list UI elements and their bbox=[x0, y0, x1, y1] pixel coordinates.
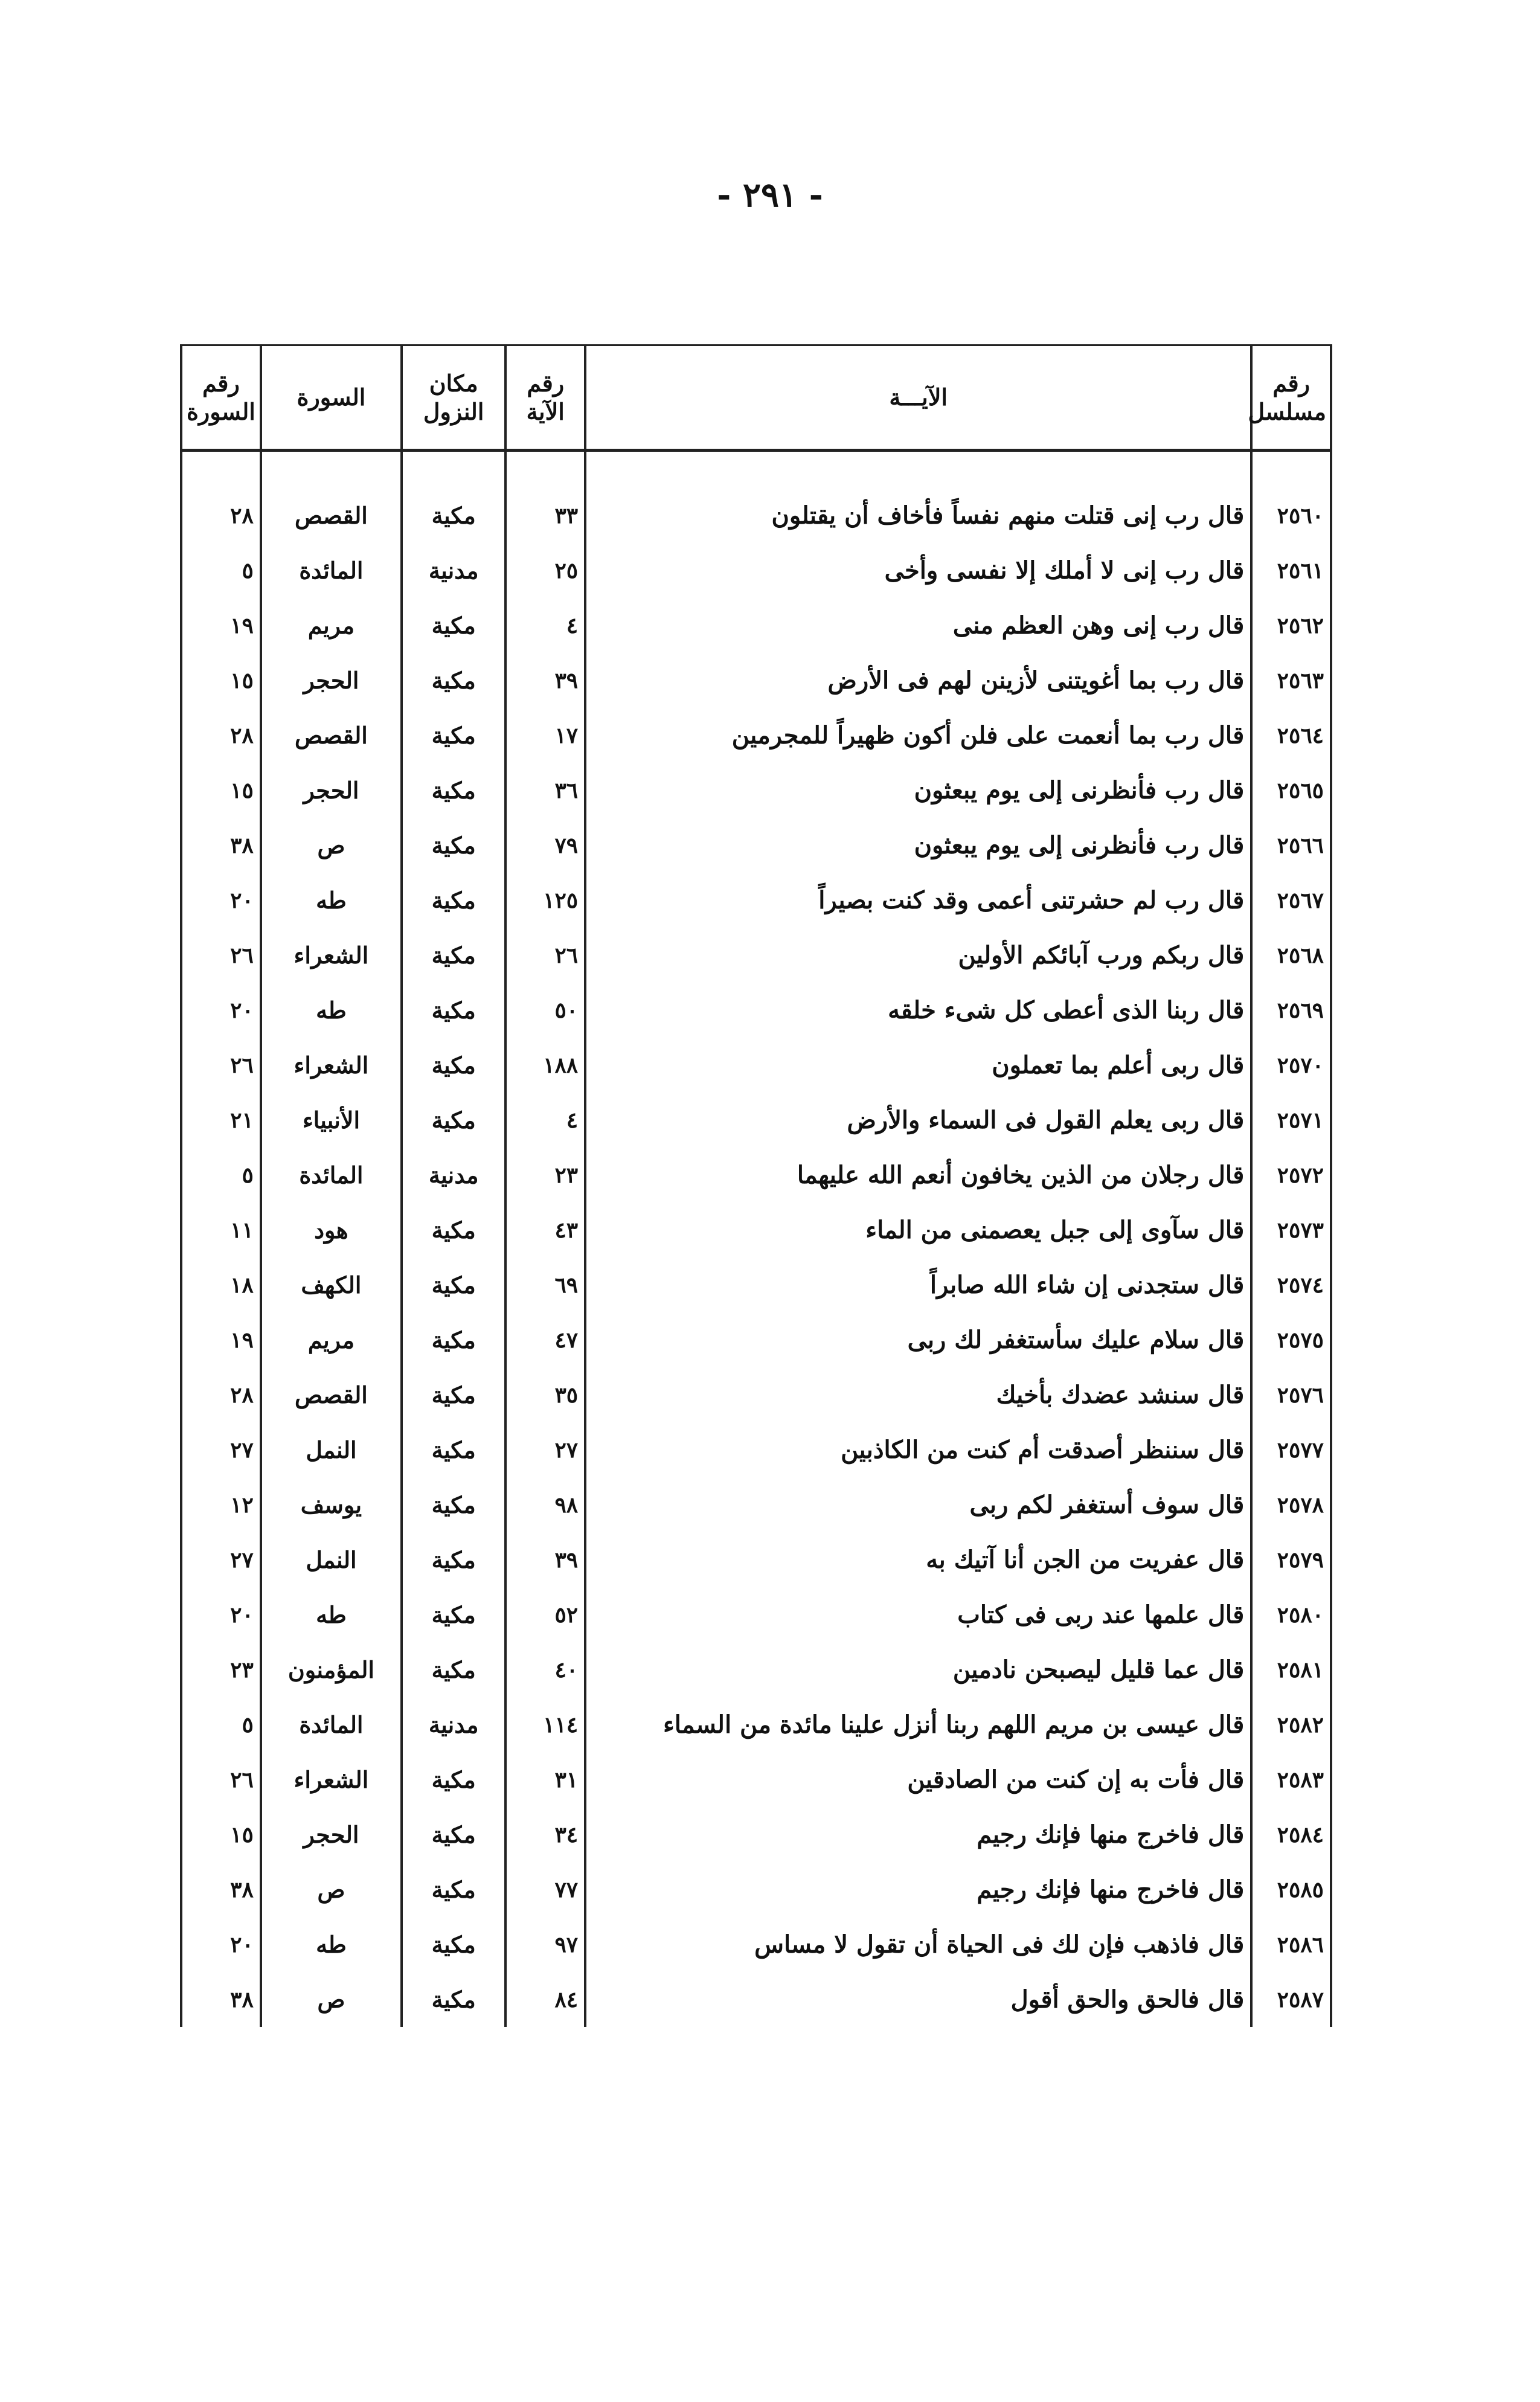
ayah-number-cell: ٥٠ bbox=[505, 983, 585, 1038]
revelation-place-cell: مكية bbox=[402, 1532, 505, 1587]
verse-text-cell: قال فالحق والحق أقول bbox=[585, 1972, 1251, 2027]
surah-number-cell: ٢٨ bbox=[181, 708, 261, 763]
header-revelation-place: مكان النزول bbox=[402, 345, 505, 451]
surah-name-cell: القصص bbox=[261, 488, 402, 543]
surah-number-cell: ٢٧ bbox=[181, 1422, 261, 1477]
surah-name-cell: النمل bbox=[261, 1532, 402, 1587]
verse-text-cell: قال رب فأنظرنى إلى يوم يبعثون bbox=[585, 763, 1251, 818]
serial-number-cell: ٢٥٨٠ bbox=[1251, 1587, 1331, 1642]
revelation-place-cell: مكية bbox=[402, 928, 505, 983]
revelation-place-cell: مكية bbox=[402, 708, 505, 763]
serial-number-cell: ٢٥٧٧ bbox=[1251, 1422, 1331, 1477]
table-row bbox=[181, 653, 1331, 708]
table-row bbox=[181, 1477, 1331, 1532]
surah-number-cell: ٣٨ bbox=[181, 1862, 261, 1917]
ayah-number-cell: ٧٩ bbox=[505, 818, 585, 873]
surah-name-cell: الشعراء bbox=[261, 928, 402, 983]
ayah-number-cell: ٢٧ bbox=[505, 1422, 585, 1477]
revelation-place-cell: مكية bbox=[402, 983, 505, 1038]
revelation-place-cell: مكية bbox=[402, 1752, 505, 1807]
revelation-place-cell: مكية bbox=[402, 598, 505, 653]
header-ayah-number: رقم الآية bbox=[505, 345, 585, 451]
verse-text-cell: قال ربكم ورب آبائكم الأولين bbox=[585, 928, 1251, 983]
serial-number-cell: ٢٥٧٨ bbox=[1251, 1477, 1331, 1532]
ayah-number-cell: ٩٨ bbox=[505, 1477, 585, 1532]
revelation-place-cell: مكية bbox=[402, 873, 505, 928]
surah-number-cell: ٢٠ bbox=[181, 1587, 261, 1642]
table-row bbox=[181, 928, 1331, 983]
surah-name-cell: القصص bbox=[261, 1367, 402, 1422]
table-row bbox=[181, 1422, 1331, 1477]
ayah-number-cell: ٣١ bbox=[505, 1752, 585, 1807]
serial-number-cell: ٢٥٨٢ bbox=[1251, 1697, 1331, 1752]
header-surah: السورة bbox=[261, 345, 402, 451]
revelation-place-cell: مكية bbox=[402, 1807, 505, 1862]
table-row bbox=[181, 1642, 1331, 1697]
surah-name-cell: المائدة bbox=[261, 543, 402, 598]
surah-number-cell: ٢١ bbox=[181, 1093, 261, 1148]
surah-number-cell: ١٩ bbox=[181, 598, 261, 653]
verse-text-cell: قال رب إنى قتلت منهم نفساً فأخاف أن يقتلون bbox=[585, 488, 1251, 543]
surah-number-cell: ٥ bbox=[181, 1697, 261, 1752]
table-row bbox=[181, 1203, 1331, 1257]
surah-name-cell: الحجر bbox=[261, 1807, 402, 1862]
table-row bbox=[181, 1862, 1331, 1917]
ayah-number-cell: ١٨٨ bbox=[505, 1038, 585, 1093]
verse-text-cell: قال رب فأنظرنى إلى يوم يبعثون bbox=[585, 818, 1251, 873]
ayah-number-cell: ٥٢ bbox=[505, 1587, 585, 1642]
revelation-place-cell: مكية bbox=[402, 1972, 505, 2027]
serial-number-cell: ٢٥٦٤ bbox=[1251, 708, 1331, 763]
verse-text-cell: قال رب بما أنعمت على فلن أكون ظهيراً للمجرمين bbox=[585, 708, 1251, 763]
serial-number-cell: ٢٥٧٠ bbox=[1251, 1038, 1331, 1093]
ayah-number-cell: ٢٣ bbox=[505, 1148, 585, 1203]
revelation-place-cell: مكية bbox=[402, 818, 505, 873]
surah-name-cell: الحجر bbox=[261, 653, 402, 708]
serial-number-cell: ٢٥٧٥ bbox=[1251, 1312, 1331, 1367]
verse-text-cell: قال سوف أستغفر لكم ربى bbox=[585, 1477, 1251, 1532]
surah-number-cell: ٢٠ bbox=[181, 983, 261, 1038]
verse-text-cell: قال فأت به إن كنت من الصادقين bbox=[585, 1752, 1251, 1807]
ayah-number-cell: ١٧ bbox=[505, 708, 585, 763]
table-row bbox=[181, 1532, 1331, 1587]
table-row bbox=[181, 1367, 1331, 1422]
verse-text-cell: قال فاخرج منها فإنك رجيم bbox=[585, 1862, 1251, 1917]
surah-number-cell: ٣٨ bbox=[181, 818, 261, 873]
ayah-number-cell: ٤ bbox=[505, 1093, 585, 1148]
table-spacer-row bbox=[181, 451, 1331, 489]
serial-number-cell: ٢٥٦٦ bbox=[1251, 818, 1331, 873]
verse-text-cell: قال ربى أعلم بما تعملون bbox=[585, 1038, 1251, 1093]
surah-number-cell: ٢٠ bbox=[181, 1917, 261, 1972]
revelation-place-cell: مكية bbox=[402, 653, 505, 708]
verse-text-cell: قال عفريت من الجن أنا آتيك به bbox=[585, 1532, 1251, 1587]
ayah-number-cell: ٤٧ bbox=[505, 1312, 585, 1367]
revelation-place-cell: مكية bbox=[402, 1917, 505, 1972]
verse-text-cell: قال فاذهب فإن لك فى الحياة أن تقول لا مساس bbox=[585, 1917, 1251, 1972]
serial-number-cell: ٢٥٦٧ bbox=[1251, 873, 1331, 928]
serial-number-cell: ٢٥٧٦ bbox=[1251, 1367, 1331, 1422]
verse-text-cell: قال سآوى إلى جبل يعصمنى من الماء bbox=[585, 1203, 1251, 1257]
table-row bbox=[181, 1917, 1331, 1972]
surah-number-cell: ٢٨ bbox=[181, 1367, 261, 1422]
revelation-place-cell: مكية bbox=[402, 1477, 505, 1532]
table-row bbox=[181, 1807, 1331, 1862]
ayah-number-cell: ٤ bbox=[505, 598, 585, 653]
header-verse: الآيـــة bbox=[585, 345, 1251, 451]
verse-text-cell: قال سنشد عضدك بأخيك bbox=[585, 1367, 1251, 1422]
surah-number-cell: ١١ bbox=[181, 1203, 261, 1257]
serial-number-cell: ٢٥٦٠ bbox=[1251, 488, 1331, 543]
table-row bbox=[181, 1093, 1331, 1148]
table-row bbox=[181, 598, 1331, 653]
surah-name-cell: مريم bbox=[261, 598, 402, 653]
table-row bbox=[181, 1257, 1331, 1312]
ayah-number-cell: ٣٩ bbox=[505, 653, 585, 708]
revelation-place-cell: مكية bbox=[402, 1038, 505, 1093]
surah-name-cell: طه bbox=[261, 1587, 402, 1642]
verse-text-cell: قال ربنا الذى أعطى كل شىء خلقه bbox=[585, 983, 1251, 1038]
surah-name-cell: طه bbox=[261, 983, 402, 1038]
table-header-row bbox=[181, 345, 1331, 451]
revelation-place-cell: مكية bbox=[402, 1422, 505, 1477]
ayah-number-cell: ٨٤ bbox=[505, 1972, 585, 2027]
serial-number-cell: ٢٥٦١ bbox=[1251, 543, 1331, 598]
serial-number-cell: ٢٥٨٥ bbox=[1251, 1862, 1331, 1917]
surah-number-cell: ١٥ bbox=[181, 1807, 261, 1862]
verse-text-cell: قال رب إنى لا أملك إلا نفسى وأخى bbox=[585, 543, 1251, 598]
table-row bbox=[181, 1148, 1331, 1203]
serial-number-cell: ٢٥٨١ bbox=[1251, 1642, 1331, 1697]
serial-number-cell: ٢٥٧٢ bbox=[1251, 1148, 1331, 1203]
surah-name-cell: هود bbox=[261, 1203, 402, 1257]
ayah-number-cell: ٣٤ bbox=[505, 1807, 585, 1862]
ayah-number-cell: ٣٥ bbox=[505, 1367, 585, 1422]
revelation-place-cell: مكية bbox=[402, 1093, 505, 1148]
serial-number-cell: ٢٥٧١ bbox=[1251, 1093, 1331, 1148]
verse-text-cell: قال سننظر أصدقت أم كنت من الكاذبين bbox=[585, 1422, 1251, 1477]
serial-number-cell: ٢٥٦٣ bbox=[1251, 653, 1331, 708]
surah-name-cell: الأنبياء bbox=[261, 1093, 402, 1148]
verse-text-cell: قال ربى يعلم القول فى السماء والأرض bbox=[585, 1093, 1251, 1148]
serial-number-cell: ٢٥٨٦ bbox=[1251, 1917, 1331, 1972]
serial-number-cell: ٢٥٨٧ bbox=[1251, 1972, 1331, 2027]
revelation-place-cell: مدنية bbox=[402, 1697, 505, 1752]
revelation-place-cell: مكية bbox=[402, 1257, 505, 1312]
revelation-place-cell: مكية bbox=[402, 1862, 505, 1917]
surah-name-cell: النمل bbox=[261, 1422, 402, 1477]
verse-text-cell: قال رب لم حشرتنى أعمى وقد كنت بصيراً bbox=[585, 873, 1251, 928]
verse-text-cell: قال فاخرج منها فإنك رجيم bbox=[585, 1807, 1251, 1862]
revelation-place-cell: مكية bbox=[402, 1203, 505, 1257]
header-serial-number: رقم مسلسل bbox=[1251, 345, 1331, 451]
verse-index-table bbox=[180, 344, 1332, 2027]
revelation-place-cell: مكية bbox=[402, 488, 505, 543]
ayah-number-cell: ٢٥ bbox=[505, 543, 585, 598]
surah-number-cell: ١٥ bbox=[181, 653, 261, 708]
surah-number-cell: ٣٨ bbox=[181, 1972, 261, 2027]
surah-name-cell: المائدة bbox=[261, 1697, 402, 1752]
revelation-place-cell: مدنية bbox=[402, 543, 505, 598]
surah-number-cell: ٢٠ bbox=[181, 873, 261, 928]
table-row bbox=[181, 818, 1331, 873]
verse-text-cell: قال سلام عليك سأستغفر لك ربى bbox=[585, 1312, 1251, 1367]
revelation-place-cell: مكية bbox=[402, 1642, 505, 1697]
verse-text-cell: قال رجلان من الذين يخافون أنعم الله عليهما bbox=[585, 1148, 1251, 1203]
surah-number-cell: ٥ bbox=[181, 1148, 261, 1203]
serial-number-cell: ٢٥٧٣ bbox=[1251, 1203, 1331, 1257]
serial-number-cell: ٢٥٧٩ bbox=[1251, 1532, 1331, 1587]
table-row bbox=[181, 873, 1331, 928]
serial-number-cell: ٢٥٦٩ bbox=[1251, 983, 1331, 1038]
serial-number-cell: ٢٥٦٨ bbox=[1251, 928, 1331, 983]
ayah-number-cell: ١٢٥ bbox=[505, 873, 585, 928]
page-number: - ٢٩١ - bbox=[717, 175, 823, 215]
surah-name-cell: ص bbox=[261, 1972, 402, 2027]
ayah-number-cell: ٤٠ bbox=[505, 1642, 585, 1697]
surah-name-cell: الشعراء bbox=[261, 1752, 402, 1807]
table-row bbox=[181, 488, 1331, 543]
surah-number-cell: ٢٦ bbox=[181, 928, 261, 983]
serial-number-cell: ٢٥٦٢ bbox=[1251, 598, 1331, 653]
verse-text-cell: قال رب بما أغويتنى لأزينن لهم فى الأرض bbox=[585, 653, 1251, 708]
table-row bbox=[181, 763, 1331, 818]
ayah-number-cell: ٢٦ bbox=[505, 928, 585, 983]
surah-number-cell: ١٥ bbox=[181, 763, 261, 818]
surah-name-cell: المؤمنون bbox=[261, 1642, 402, 1697]
surah-name-cell: المائدة bbox=[261, 1148, 402, 1203]
surah-name-cell: طه bbox=[261, 873, 402, 928]
ayah-number-cell: ٦٩ bbox=[505, 1257, 585, 1312]
surah-number-cell: ٢٨ bbox=[181, 488, 261, 543]
surah-name-cell: ص bbox=[261, 818, 402, 873]
ayah-number-cell: ٣٩ bbox=[505, 1532, 585, 1587]
verse-text-cell: قال ستجدنى إن شاء الله صابراً bbox=[585, 1257, 1251, 1312]
serial-number-cell: ٢٥٧٤ bbox=[1251, 1257, 1331, 1312]
header-surah-number: رقم السورة bbox=[181, 345, 261, 451]
verse-text-cell: قال عيسى بن مريم اللهم ربنا أنزل علينا مائدة من السماء bbox=[585, 1697, 1251, 1752]
table-row bbox=[181, 1038, 1331, 1093]
surah-name-cell: الحجر bbox=[261, 763, 402, 818]
surah-name-cell: طه bbox=[261, 1917, 402, 1972]
table-row bbox=[181, 983, 1331, 1038]
surah-number-cell: ٢٦ bbox=[181, 1752, 261, 1807]
ayah-number-cell: ٤٣ bbox=[505, 1203, 585, 1257]
verse-text-cell: قال رب إنى وهن العظم منى bbox=[585, 598, 1251, 653]
ayah-number-cell: ١١٤ bbox=[505, 1697, 585, 1752]
surah-name-cell: ص bbox=[261, 1862, 402, 1917]
table-row bbox=[181, 708, 1331, 763]
surah-number-cell: ١٩ bbox=[181, 1312, 261, 1367]
surah-number-cell: ٥ bbox=[181, 543, 261, 598]
revelation-place-cell: مكية bbox=[402, 763, 505, 818]
surah-number-cell: ٢٦ bbox=[181, 1038, 261, 1093]
surah-name-cell: يوسف bbox=[261, 1477, 402, 1532]
surah-name-cell: مريم bbox=[261, 1312, 402, 1367]
table-row bbox=[181, 543, 1331, 598]
verse-text-cell: قال علمها عند ربى فى كتاب bbox=[585, 1587, 1251, 1642]
surah-number-cell: ٢٣ bbox=[181, 1642, 261, 1697]
table-row bbox=[181, 1972, 1331, 2027]
revelation-place-cell: مدنية bbox=[402, 1148, 505, 1203]
surah-name-cell: الكهف bbox=[261, 1257, 402, 1312]
serial-number-cell: ٢٥٨٣ bbox=[1251, 1752, 1331, 1807]
table-row bbox=[181, 1752, 1331, 1807]
table-row bbox=[181, 1587, 1331, 1642]
serial-number-cell: ٢٥٨٤ bbox=[1251, 1807, 1331, 1862]
serial-number-cell: ٢٥٦٥ bbox=[1251, 763, 1331, 818]
revelation-place-cell: مكية bbox=[402, 1367, 505, 1422]
table-row bbox=[181, 1312, 1331, 1367]
revelation-place-cell: مكية bbox=[402, 1312, 505, 1367]
revelation-place-cell: مكية bbox=[402, 1587, 505, 1642]
ayah-number-cell: ٩٧ bbox=[505, 1917, 585, 1972]
table-row bbox=[181, 1697, 1331, 1752]
surah-name-cell: الشعراء bbox=[261, 1038, 402, 1093]
verse-text-cell: قال عما قليل ليصبحن نادمين bbox=[585, 1642, 1251, 1697]
ayah-number-cell: ٣٣ bbox=[505, 488, 585, 543]
surah-number-cell: ١٨ bbox=[181, 1257, 261, 1312]
ayah-number-cell: ٧٧ bbox=[505, 1862, 585, 1917]
surah-number-cell: ١٢ bbox=[181, 1477, 261, 1532]
surah-name-cell: القصص bbox=[261, 708, 402, 763]
ayah-number-cell: ٣٦ bbox=[505, 763, 585, 818]
surah-number-cell: ٢٧ bbox=[181, 1532, 261, 1587]
